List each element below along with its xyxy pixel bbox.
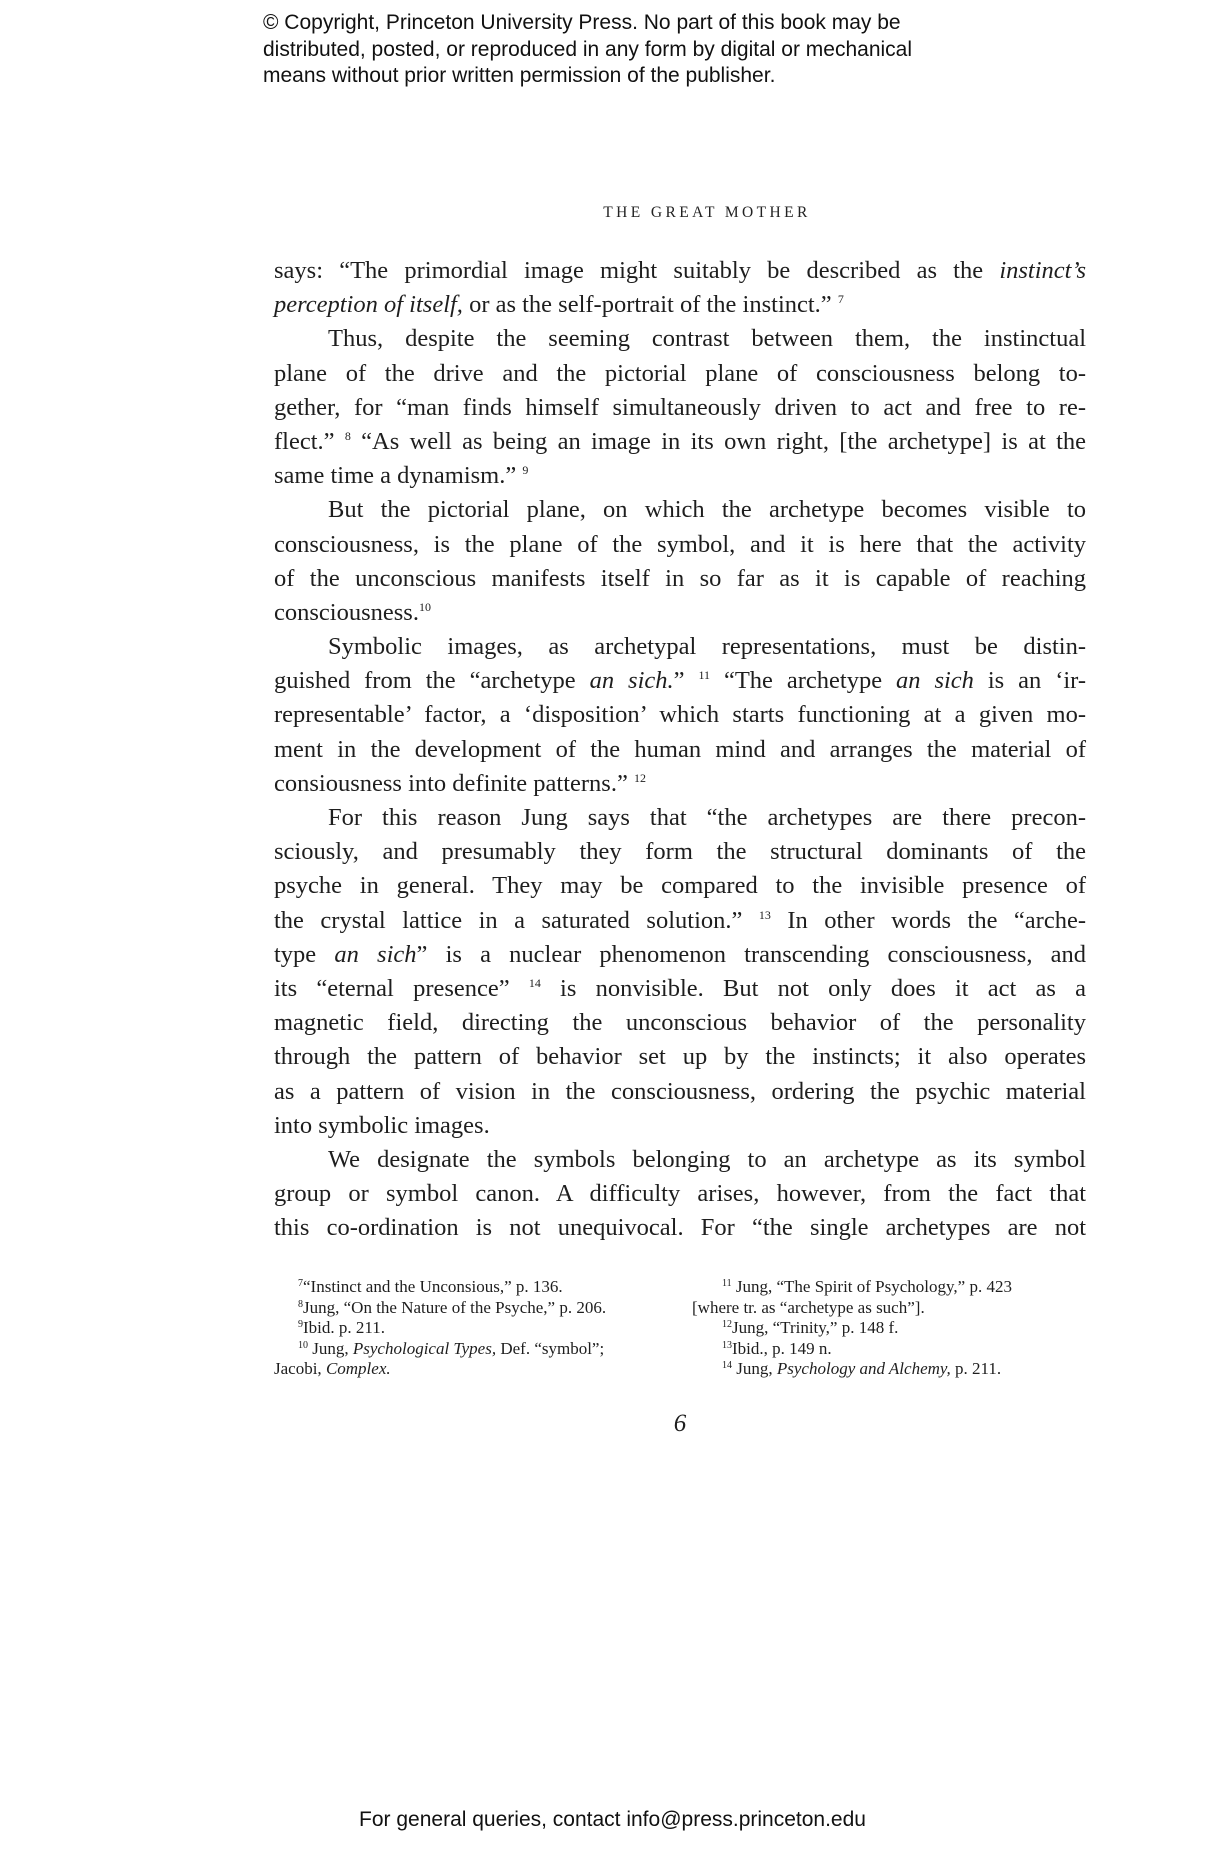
text-line: gether, for “man finds himself simultaneously driven to act and free to re-: [274, 393, 1086, 421]
italic-text: an sich: [334, 940, 417, 968]
text-span: the crystal lattice in a saturated solution.”: [274, 906, 743, 934]
copyright-line: © Copyright, Princeton University Press. No part of this book may be: [263, 11, 901, 34]
footnote-8: [274, 1298, 694, 1319]
footnote-text: Def. “symbol”;: [496, 1338, 605, 1358]
text-line: [274, 904, 1086, 938]
footnote-number: 14: [722, 1360, 732, 1372]
footnote-text: Jacobi,: [274, 1359, 326, 1379]
text-span: guished from the “archetype: [274, 667, 590, 695]
running-head: THE GREAT MOTHER: [603, 204, 811, 221]
text-span: “The archetype: [710, 667, 897, 695]
text-line: magnetic field, directing the unconscious behavior of the personality: [274, 1009, 1086, 1037]
text-line: psyche in general. They may be compared to the invisible presence of: [274, 872, 1086, 900]
footnote-ref: 8: [344, 428, 351, 443]
footnote-text: Jung, “The Spirit of Psychology,” p. 423: [731, 1277, 1012, 1296]
text-line: [274, 459, 1086, 493]
footnote-11-continued: [692, 1298, 1092, 1319]
text-line: [274, 664, 1086, 698]
footnote-7: [274, 1277, 694, 1298]
text-span: is nonvisible. But not only does it act as a: [540, 974, 1087, 1002]
footnote-number: 12: [722, 1319, 732, 1331]
text-span: same time a dynamism.”: [274, 462, 517, 490]
text-line: [274, 596, 1086, 630]
text-line: consciousness, is the plane of the symbol, and it is here that the activity: [274, 530, 1086, 558]
text-line: [274, 254, 1086, 288]
page-number: 6: [673, 1410, 687, 1437]
text-line: [274, 767, 1086, 801]
footnote-ref: 11: [698, 668, 711, 683]
footnotes-left-column: [274, 1277, 694, 1380]
footnote-ref: 10: [418, 599, 431, 614]
text-span: consciousness.: [274, 598, 419, 626]
text-line: [274, 972, 1086, 1006]
footnote-text: Jung, “Trinity,” p. 148 f.: [732, 1318, 899, 1338]
footnote-number: 9: [298, 1319, 303, 1331]
text-span: type: [274, 940, 335, 968]
italic-text: Psychological Types,: [352, 1338, 497, 1358]
footnote-text: “Instinct and the Unconsious,” p. 136.: [303, 1277, 563, 1296]
text-line: of the unconscious manifests itself in so far as it is capable of reaching: [274, 564, 1086, 592]
footnote-ref: 7: [837, 292, 844, 307]
body-text: [274, 254, 1086, 1245]
footnote-text: Ibid. p. 211.: [303, 1318, 386, 1338]
contact-footer: For general queries, contact info@press.princeton.edu: [359, 1808, 866, 1831]
text-line: We designate the symbols belonging to an archetype as its symbol: [328, 1145, 1086, 1173]
text-line: into symbolic images.: [274, 1111, 490, 1139]
footnote-text: Jung,: [308, 1338, 353, 1358]
footnote-11: [692, 1277, 1092, 1298]
text-line: group or symbol canon. A difficulty arises, however, from the fact that: [274, 1180, 1086, 1208]
italic-text: an sich.: [589, 667, 674, 695]
footnote-text: Jung, “On the Nature of the Psyche,” p. 206.: [303, 1297, 607, 1317]
text-line: [274, 425, 1086, 459]
text-line: through the pattern of behavior set up by the instincts; it also operates: [274, 1043, 1086, 1071]
italic-text: an sich: [896, 667, 974, 695]
text-span: consiousness into definite patterns.”: [274, 769, 628, 797]
footnote-text: Ibid., p. 149 n.: [732, 1338, 832, 1358]
footnote-number: 8: [298, 1298, 303, 1310]
copyright-line: distributed, posted, or reproduced in any form by digital or mechanical: [263, 37, 913, 61]
footnote-13: [692, 1339, 1092, 1360]
footnote-9: [274, 1318, 694, 1339]
text-line: plane of the drive and the pictorial plane of consciousness belong to-: [274, 359, 1086, 387]
footnote-ref: 12: [633, 770, 646, 785]
footnote-number: 10: [298, 1339, 308, 1351]
text-line: For this reason Jung says that “the archetypes are there precon-: [328, 804, 1086, 831]
footnote-ref: 14: [528, 975, 541, 990]
italic-text: perception of itself,: [274, 291, 463, 319]
footnote-number: 13: [722, 1339, 732, 1351]
footnote-10-continued: [274, 1359, 694, 1380]
italic-text: instinct’s: [999, 257, 1086, 284]
text-line: But the pictorial plane, on which the archetype becomes visible to: [328, 496, 1086, 524]
text-line: Thus, despite the seeming contrast between them, the instinctual: [328, 325, 1086, 353]
text-line: [274, 938, 1086, 972]
text-line: sciously, and presumably they form the structural dominants of the: [274, 838, 1086, 866]
footnotes-right-column: [692, 1277, 1092, 1380]
footnote-text: Jung,: [732, 1359, 777, 1379]
copyright-line: means without prior written permission of the publisher.: [263, 64, 776, 87]
text-span: or as the self-portrait of the instinct.”: [462, 291, 832, 319]
footnote-14: [692, 1359, 1092, 1380]
text-span: “As well as being an image in its own right, [the archetype] is at the: [350, 427, 1086, 455]
text-span: ”: [673, 667, 685, 695]
footnote-10: [274, 1339, 694, 1360]
copyright-notice: [263, 10, 983, 90]
text-span: is an ‘ir-: [973, 667, 1086, 695]
footnote-number: 7: [298, 1278, 303, 1289]
italic-text: Complex.: [325, 1359, 391, 1379]
footnote-text: [where tr. as “archetype as such”].: [692, 1297, 925, 1317]
italic-text: Psychology and Alchemy,: [776, 1359, 951, 1379]
text-span: its “eternal presence”: [274, 974, 510, 1002]
text-line: representable’ factor, a ‘disposition’ which starts functioning at a given mo-: [274, 701, 1086, 729]
footnote-number: 11: [722, 1278, 732, 1289]
text-line: Symbolic images, as archetypal representations, must be distin-: [328, 633, 1086, 661]
footnote-12: [692, 1318, 1092, 1339]
text-span: says: “The primordial image might suitably be described as the: [274, 257, 1000, 284]
footnote-ref: 9: [522, 463, 529, 478]
text-span: ” is a nuclear phenomenon transcending consciousness, and: [416, 940, 1087, 968]
text-line: [274, 288, 1086, 322]
text-span: flect.”: [274, 427, 335, 455]
text-line: ment in the development of the human mind and arranges the material of: [274, 735, 1086, 763]
footnote-ref: 13: [758, 907, 771, 922]
text-line: as a pattern of vision in the consciousness, ordering the psychic material: [274, 1077, 1086, 1105]
text-span: In other words the “arche-: [770, 906, 1087, 934]
footnote-text: p. 211.: [950, 1359, 1002, 1379]
text-line: this co-ordination is not unequivocal. For “the single archetypes are not: [274, 1214, 1086, 1242]
